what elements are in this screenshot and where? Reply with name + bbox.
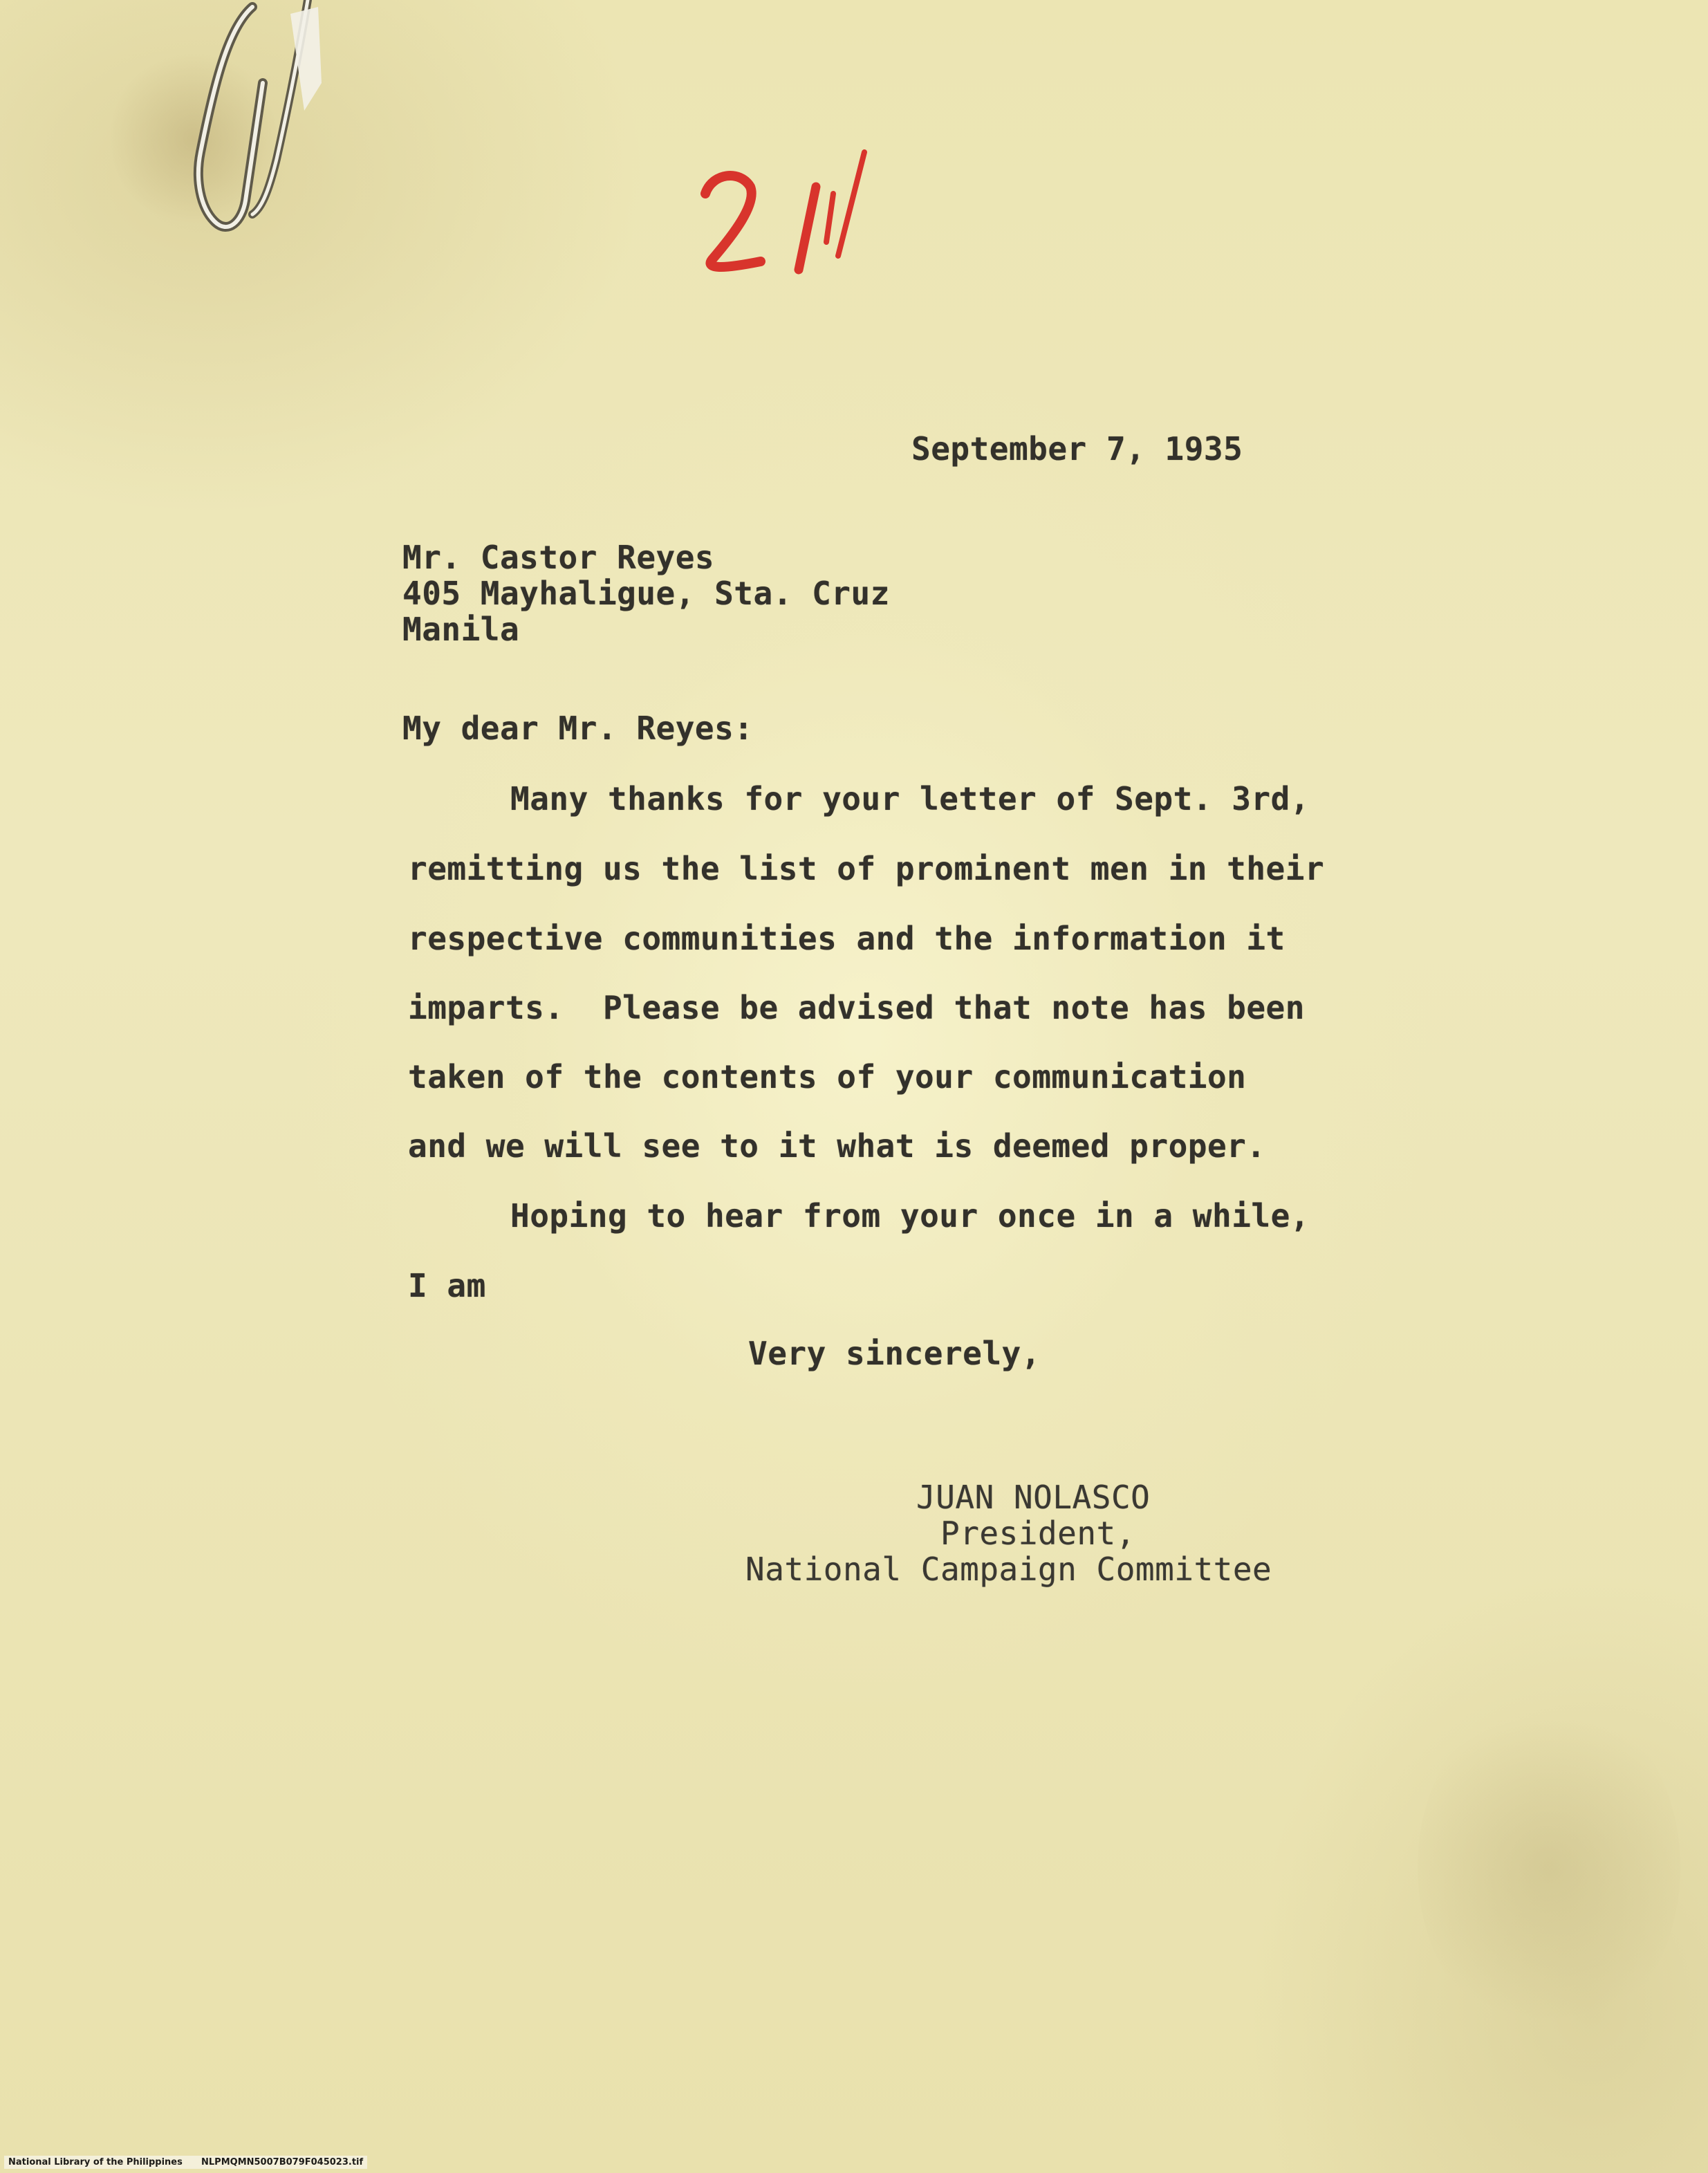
body-line: imparts. Please be advised that note has been <box>408 989 1305 1026</box>
signatory-name: JUAN NOLASCO <box>916 1479 1151 1516</box>
salutation: My dear Mr. Reyes: <box>402 710 754 747</box>
recipient-name: Mr. Castor Reyes <box>402 539 715 576</box>
scan-filename: NLPMQMN5007B079F045023.tif <box>201 2157 364 2167</box>
recipient-city: Manila <box>402 611 520 648</box>
body-line: Hoping to hear from your once in a while, <box>510 1197 1310 1235</box>
signatory-title: President, <box>940 1515 1135 1552</box>
body-line: remitting us the list of prominent men in their <box>408 850 1325 887</box>
body-line: Many thanks for your letter of Sept. 3rd, <box>510 780 1310 817</box>
red-pencil-file-mark <box>685 138 906 290</box>
body-line: taken of the contents of your communication <box>408 1058 1247 1095</box>
scan-source: National Library of the Philippines <box>8 2157 183 2167</box>
paper-clip-icon <box>187 0 332 249</box>
body-line: respective communities and the information it <box>408 920 1285 957</box>
letter-date: September 7, 1935 <box>911 430 1243 468</box>
body-line: I am <box>408 1267 486 1304</box>
closing: Very sincerely, <box>748 1335 1041 1372</box>
signatory-organization: National Campaign Committee <box>745 1551 1272 1588</box>
scan-caption <box>4 2156 367 2169</box>
recipient-address: 405 Mayhaligue, Sta. Cruz <box>402 575 890 612</box>
body-line: and we will see to it what is deemed proper. <box>408 1127 1266 1165</box>
paper-stain <box>1418 1694 1680 2040</box>
